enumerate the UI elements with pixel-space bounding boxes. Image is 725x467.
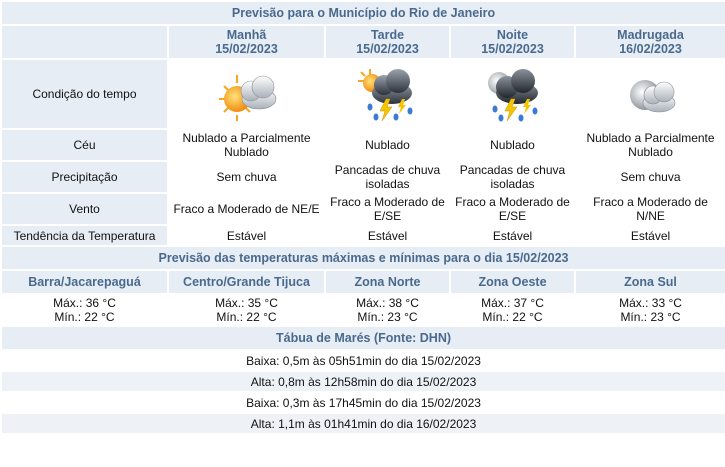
- condition-cell: [169, 60, 324, 128]
- zone-temps: [2, 295, 167, 325]
- precipitacao-value: Sem chuva: [169, 162, 324, 192]
- ceu-value: Nublado a Parcialmente Nublado: [169, 130, 324, 160]
- period-header-tarde: [326, 26, 449, 58]
- corner-cell: [2, 26, 167, 58]
- sun-cloud-icon: [215, 65, 279, 123]
- row-label-ceu: Céu: [2, 130, 167, 160]
- moon-cloud-icon: [619, 65, 683, 123]
- tide-row: Alta: 0,8m às 12h58min do dia 15/02/2023: [2, 372, 725, 391]
- vento-value: Fraco a Moderado de E/SE: [326, 194, 449, 224]
- condition-cell: [326, 60, 449, 128]
- tides-title: Tábua de Marés (Fonte: DHN): [2, 327, 725, 349]
- zone-name: Centro/Grande Tijuca: [169, 271, 324, 293]
- period-date: 16/02/2023: [619, 42, 682, 56]
- vento-value: Fraco a Moderado de N/NE: [576, 194, 725, 224]
- zone-temps: [169, 295, 324, 325]
- row-label-condicao: Condição do tempo: [2, 60, 167, 128]
- period-name: Noite: [496, 28, 529, 42]
- period-date: 15/02/2023: [481, 42, 544, 56]
- temp-min: Mín.: 22 °C: [482, 310, 543, 324]
- temp-max: Máx.: 37 °C: [481, 296, 544, 310]
- period-date: 15/02/2023: [356, 42, 419, 56]
- period-header-madrugada: [576, 26, 725, 58]
- condition-cell: [576, 60, 725, 128]
- temp-min: Mín.: 22 °C: [54, 310, 115, 324]
- period-date: 15/02/2023: [215, 42, 278, 56]
- temp-max: Máx.: 33 °C: [619, 296, 682, 310]
- zone-name: Zona Oeste: [451, 271, 574, 293]
- tide-row: Baixa: 0,3m às 17h45min do dia 15/02/2023: [2, 393, 725, 412]
- row-label-tendencia: Tendência da Temperatura: [2, 226, 167, 245]
- row-label-precipitacao: Precipitação: [2, 162, 167, 192]
- temp-max: Máx.: 36 °C: [53, 296, 116, 310]
- tendencia-value: Estável: [451, 226, 574, 245]
- row-label-vento: Vento: [2, 194, 167, 224]
- forecast-title: Previsão para o Município do Rio de Janeiro: [2, 2, 725, 24]
- tide-row: Alta: 1,1m às 01h41min do dia 16/02/2023: [2, 414, 725, 433]
- tide-row: Baixa: 0,5m às 05h51min do dia 15/02/2023: [2, 351, 725, 370]
- zone-temps: [451, 295, 574, 325]
- temp-max: Máx.: 38 °C: [356, 296, 419, 310]
- temp-min: Mín.: 22 °C: [216, 310, 277, 324]
- precipitacao-value: Sem chuva: [576, 162, 725, 192]
- precipitacao-value: Pancadas de chuva isoladas: [451, 162, 574, 192]
- ceu-value: Nublado a Parcialmente Nublado: [576, 130, 725, 160]
- temperatures-title: Previsão das temperaturas máximas e mínimas para o dia 15/02/2023: [2, 247, 725, 269]
- vento-value: Fraco a Moderado de E/SE: [451, 194, 574, 224]
- sun-storm-rain-icon: [356, 65, 420, 123]
- zone-name: Barra/Jacarepaguá: [2, 271, 167, 293]
- ceu-value: Nublado: [326, 130, 449, 160]
- tendencia-value: Estável: [576, 226, 725, 245]
- moon-storm-rain-icon: [481, 65, 545, 123]
- temp-max: Máx.: 35 °C: [215, 296, 278, 310]
- condition-cell: [451, 60, 574, 128]
- zone-name: Zona Norte: [326, 271, 449, 293]
- period-name: Madrugada: [617, 28, 684, 42]
- period-header-noite: [451, 26, 574, 58]
- vento-value: Fraco a Moderado de NE/E: [169, 194, 324, 224]
- ceu-value: Nublado: [451, 130, 574, 160]
- temp-min: Mín.: 23 °C: [620, 310, 681, 324]
- period-name: Tarde: [370, 28, 405, 42]
- temp-min: Mín.: 23 °C: [357, 310, 418, 324]
- zone-temps: [576, 295, 725, 325]
- zone-name: Zona Sul: [576, 271, 725, 293]
- period-header-manha: [169, 26, 324, 58]
- zone-temps: [326, 295, 449, 325]
- precipitacao-value: Pancadas de chuva isoladas: [326, 162, 449, 192]
- tendencia-value: Estável: [326, 226, 449, 245]
- period-name: Manhã: [226, 28, 267, 42]
- tendencia-value: Estável: [169, 226, 324, 245]
